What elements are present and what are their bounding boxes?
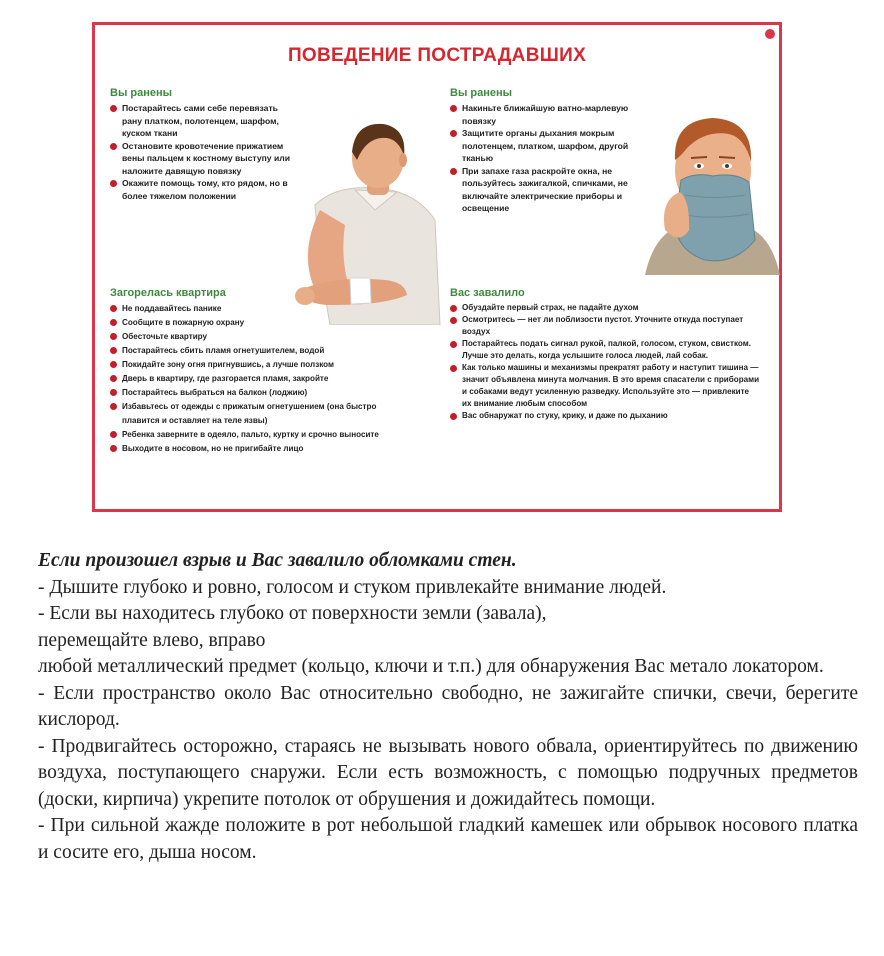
paragraph: - Продвигайтесь осторожно, стараясь не вызывать нового обвала, ориентируйтесь по движению воздуха, поступающего снаружи. Если есть возможность, с помощью подручных предметов (доски, кирпича) укрепите потолок от обрушения и дожидайтесь помощи. xyxy=(38,735,858,810)
section-wounded-left xyxy=(110,87,300,202)
list-item: Дверь в квартиру, где разгорается пламя, закройте xyxy=(110,372,410,386)
paragraph: - При сильной жажде положите в рот небольшой гладкий камешек или обрывок носового платка и сосите его, дыша носом. xyxy=(38,815,858,863)
list-item: Постарайтесь сбить пламя огнетушителем, водой xyxy=(110,344,410,358)
list-item: Обесточьте квартиру xyxy=(110,330,410,344)
list-item: Выходите в носовом, но не пригибайте лицо xyxy=(110,442,410,456)
list-item: Осмотритесь — нет ли поблизости пустот. Уточните откуда поступает воздух xyxy=(450,314,760,338)
corner-dot xyxy=(765,29,775,39)
article-heading: Если произошел взрыв и Вас завалило обломками стен. xyxy=(38,550,517,571)
list-item: Постарайтесь выбраться на балкон (лоджию) xyxy=(110,386,410,400)
man-bandaging-arm-illustration xyxy=(295,110,445,325)
list-item: Не поддавайтесь панике xyxy=(110,302,410,316)
section-heading: Вы ранены xyxy=(450,87,513,99)
list-item: Обуздайте первый страх, не падайте духом xyxy=(450,302,760,314)
paragraph: - Дышите глубоко и ровно, голосом и стуком привлекайте внимание людей. xyxy=(38,576,667,598)
paragraph: - Если пространство около Вас относительно свободно, не зажигайте спички, свечи, берегите кислород. xyxy=(38,682,858,730)
list-item: Как только машины и механизмы прекратят работу и наступит тишина — значит объявлена минута молчания. В это время спасатели с приборами и собаками ведут усиленную разведку. Используйте это — привлеките их внимание любым способом xyxy=(450,362,760,410)
section-wounded-right xyxy=(450,87,630,215)
list-item: Вас обнаружат по стуку, крику, и даже по дыханию xyxy=(450,410,760,422)
section-heading: Вас завалило xyxy=(450,287,525,299)
paragraph: перемещайте влево, вправо xyxy=(38,629,266,651)
list-item: Окажите помощь тому, кто рядом, но в более тяжелом положении xyxy=(110,177,300,202)
bullet-list xyxy=(450,102,630,215)
poster-title: ПОВЕДЕНИЕ ПОСТРАДАВШИХ xyxy=(287,45,587,66)
paragraph: любой металлический предмет (кольцо, ключи и т.п.) для обнаружения Вас метало локатором. xyxy=(38,656,824,677)
list-item: Постарайтесь сами себе перевязать рану платком, полотенцем, шарфом, куском ткани xyxy=(110,102,300,140)
section-heading: Загорелась квартира xyxy=(110,287,226,299)
list-item: Постарайтесь подать сигнал рукой, палкой, голосом, стуком, свистком. Лучше это делать, когда услышите голоса людей, лай собак. xyxy=(450,338,760,362)
list-item: Защитите органы дыхания мокрым полотенцем, платком, шарфом, другой тканью xyxy=(450,127,630,165)
list-item: Накиньте ближайшую ватно-марлевую повязку xyxy=(450,102,630,127)
section-trapped xyxy=(450,287,760,422)
list-item: Остановите кровотечение прижатием вены пальцем к костному выступу или наложите давящую повязку xyxy=(110,140,300,178)
section-heading: Вы ранены xyxy=(110,87,173,99)
list-item: При запахе газа раскройте окна, не пользуйтесь зажигалкой, спичками, не включайте электрические приборы и освещение xyxy=(450,165,630,215)
list-item: Покидайте зону огня пригнувшись, а лучше ползком xyxy=(110,358,410,372)
list-item: Сообщите в пожарную охрану xyxy=(110,316,410,330)
bullet-list xyxy=(110,102,300,202)
article-body xyxy=(38,548,858,866)
bullet-list xyxy=(450,302,760,422)
paragraph: - Если вы находитесь глубоко от поверхности земли (завала), xyxy=(38,603,547,624)
bullet-list xyxy=(110,302,410,456)
man-with-cloth-mask-illustration xyxy=(645,100,780,275)
safety-poster xyxy=(92,22,782,512)
list-item: Ребенка заверните в одеяло, пальто, куртку и срочно выносите xyxy=(110,428,410,442)
list-item: Избавьтесь от одежды с прижатым огнетушением (она быстро плавится и оставляет на теле язвы) xyxy=(110,400,410,428)
